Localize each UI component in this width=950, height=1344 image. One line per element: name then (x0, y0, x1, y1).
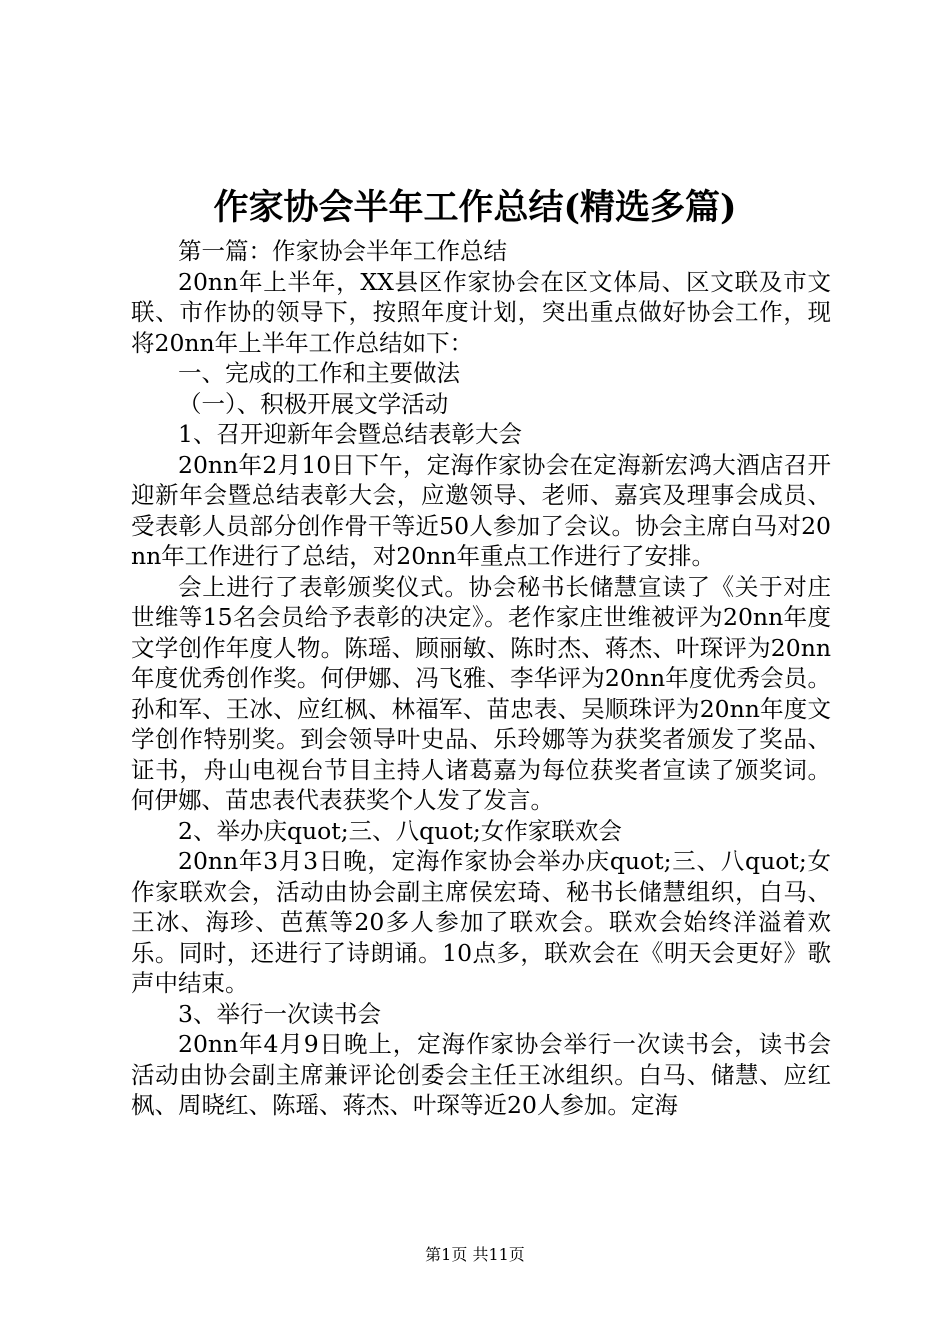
paragraph: 20nn年2月10日下午，定海作家协会在定海新宏鸿大酒店召开迎新年会暨总结表彰大会，应邀领导、老师、嘉宾及理事会成员、受表彰人员部分创作骨干等近50人参加了会议。协会主席白马对20nn年工作进行了总结，对20nn年重点工作进行了安排。 (131, 450, 831, 570)
paragraph: 3、举行一次读书会 (178, 999, 381, 1028)
paragraph: 20nn年上半年，XX县区作家协会在区文体局、区文联及市文联、市作协的领导下，按照年度计划，突出重点做好协会工作，现将20nn年上半年工作总结如下： (131, 267, 831, 357)
paragraph: 会上进行了表彰颁奖仪式。协会秘书长储慧宣读了《关于对庄世维等15名会员给予表彰的决定》。老作家庄世维被评为20nn年度文学创作年度人物。陈瑶、顾丽敏、陈时杰、蒋杰、叶琛评为20nn年度优秀创作奖。何伊娜、冯飞雅、李华评为20nn年度优秀会员。孙和军、王冰、应红枫、林福军、苗忠表、吴顺珠评为20nn年度文学创作特别奖。到会领导叶史品、乐玲娜等为获奖者颁发了奖品、证书，舟山电视台节目主持人诸葛嘉为每位获奖者宣读了颁奖词。何伊娜、苗忠表代表获奖个人发了发言。 (131, 572, 831, 814)
paragraph: 20nn年4月9日晚上，定海作家协会举行一次读书会，读书会活动由协会副主席兼评论创委会主任王冰组织。白马、储慧、应红枫、周晓红、陈瑶、蒋杰、叶琛等近20人参加。定海 (131, 1030, 831, 1119)
paragraph: 2、举办庆quot;三、八quot;女作家联欢会 (178, 816, 622, 845)
paragraph: 20nn年3月3日晚，定海作家协会举办庆quot;三、八quot;女作家联欢会，活动由协会副主席侯宏琦、秘书长储慧组织，白马、王冰、海珍、芭蕉等20多人参加了联欢会。联欢会始终洋溢着欢乐。同时，还进行了诗朗诵。10点多，联欢会在《明天会更好》歌声中结束。 (131, 847, 831, 997)
paragraph: 第一篇：作家协会半年工作总结 (178, 237, 507, 265)
document-title: 作家协会半年工作总结(精选多篇) (213, 187, 737, 228)
document-body (131, 236, 831, 1121)
page-footer: 第1页 共11页 (425, 1245, 525, 1264)
paragraph: 1、召开迎新年会暨总结表彰大会 (178, 420, 522, 448)
paragraph: （一）、积极开展文学活动 (178, 389, 449, 418)
paragraph: 一、完成的工作和主要做法 (178, 359, 460, 387)
